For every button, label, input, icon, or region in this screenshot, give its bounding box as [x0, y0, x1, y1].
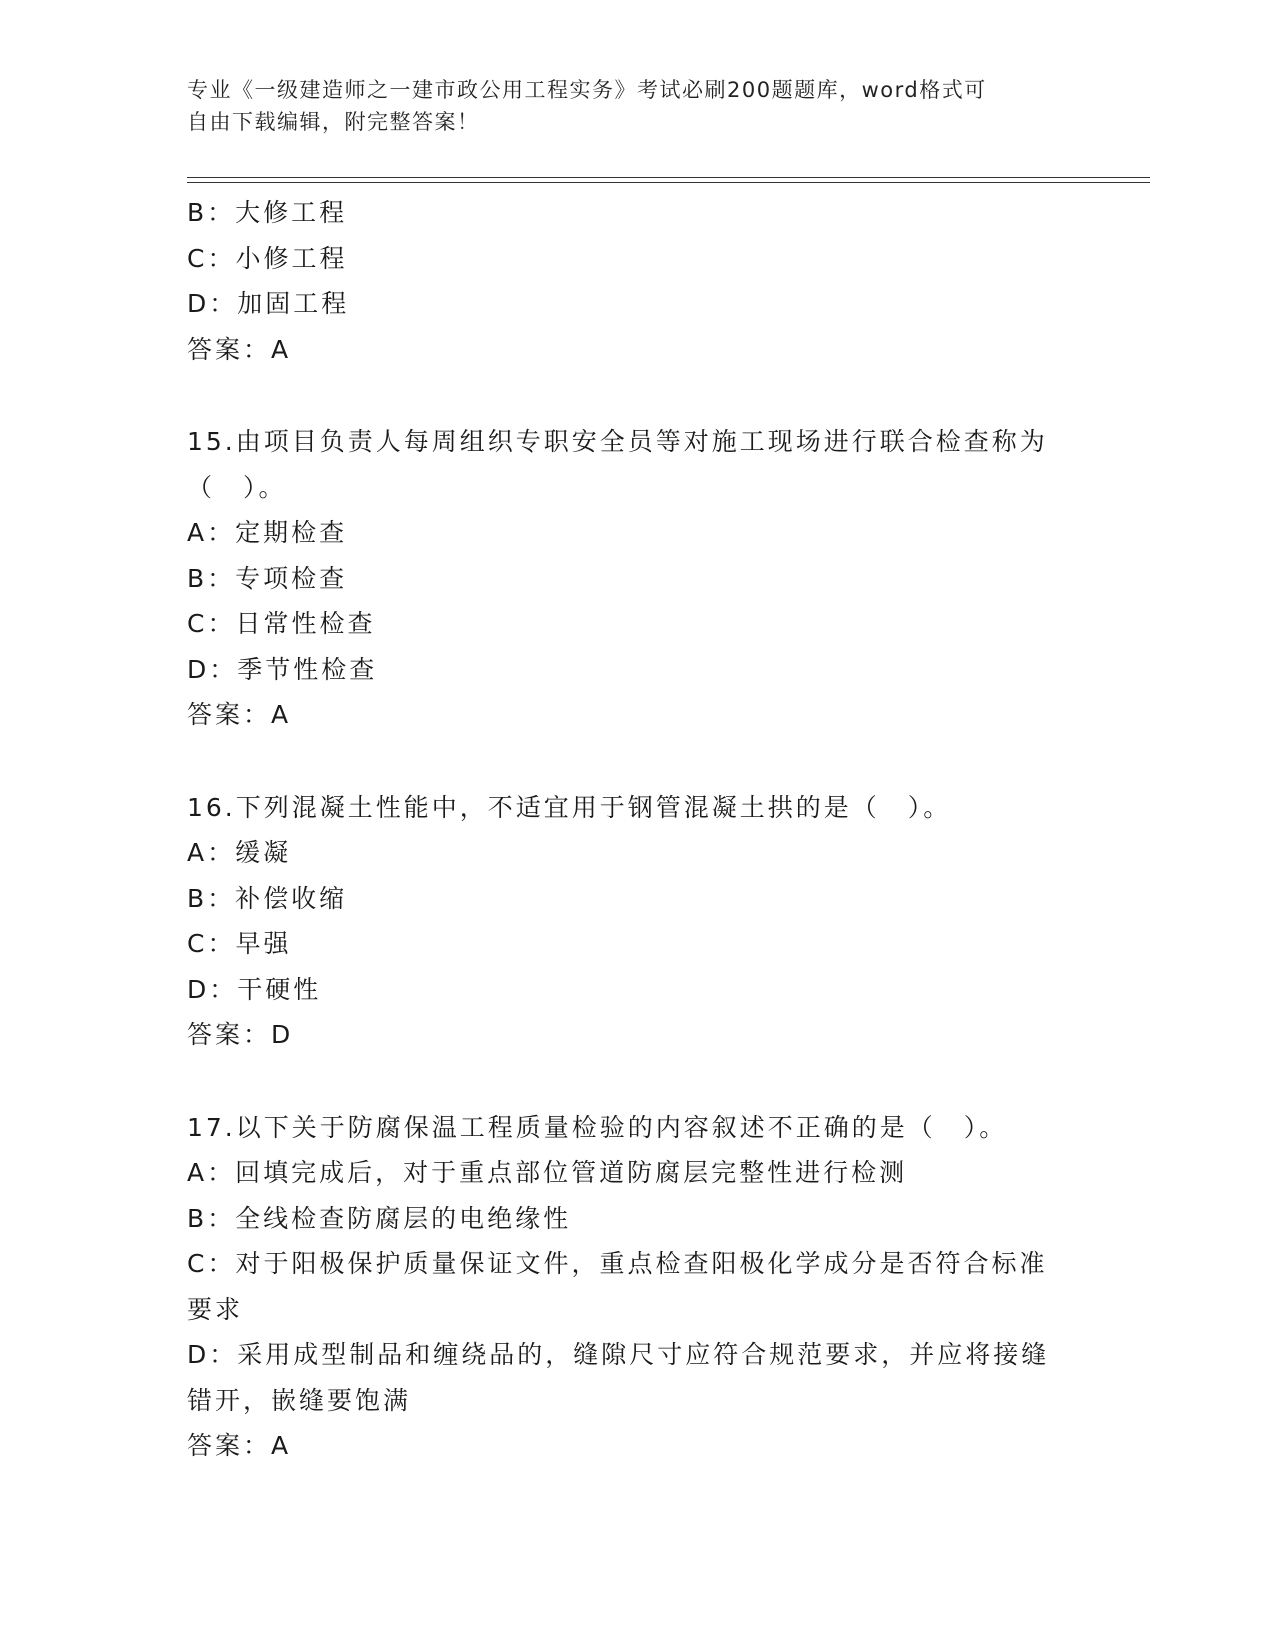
question-15-option-d: D：季节性检查: [187, 654, 378, 684]
question-17-option-c-line-1: C：对于阳极保护质量保证文件，重点检查阳极化学成分是否符合标准: [187, 1249, 1048, 1278]
question-17-option-a: A：回填完成后，对于重点部位管道防腐层完整性进行检测: [187, 1158, 908, 1187]
question-16-text-line-1: 16.下列混凝土性能中，不适宜用于钢管混凝土拱的是（ ）。: [187, 792, 952, 822]
question-17-option-d-line-1: D：采用成型制品和缠绕品的，缝隙尺寸应符合规范要求，并应将接缝: [187, 1340, 1050, 1369]
question-17-option-d-line-2: 错开，嵌缝要饱满: [187, 1385, 412, 1415]
question-16-option-d: D：干硬性: [187, 974, 322, 1004]
header-title-line-1: 专业《一级建造师之一建市政公用工程实务》考试必刷200题题库，word格式可: [187, 78, 987, 102]
question-16-block: [187, 785, 1087, 1058]
question-15-text-line-2: （ ）。: [187, 472, 287, 502]
question-16-answer: 答案：D: [187, 1020, 294, 1049]
question-17-option-c-line-2: 要求: [187, 1294, 244, 1324]
spacer: [187, 1058, 1087, 1105]
header-divider-bottom: [187, 182, 1150, 183]
question-14-option-d: D：加固工程: [187, 289, 350, 318]
question-17-option-b: B：全线检查防腐层的电绝缘性: [187, 1203, 572, 1233]
question-15-option-c: C：日常性检查: [187, 609, 376, 638]
question-16-option-a: A：缓凝: [187, 838, 292, 867]
question-15-option-a: A：定期检查: [187, 518, 348, 547]
question-16-option-b: B：补偿收缩: [187, 883, 348, 913]
header-title-line-2: 自由下载编辑，附完整答案！: [187, 110, 480, 134]
question-14-answer: 答案：A: [187, 334, 292, 364]
question-15-block: [187, 419, 1087, 738]
question-14-option-c: C：小修工程: [187, 243, 348, 273]
spacer: [187, 372, 1087, 419]
question-15-option-b: B：专项检查: [187, 563, 348, 593]
question-14-option-b: B：大修工程: [187, 198, 348, 227]
question-15-answer: 答案：A: [187, 700, 292, 729]
question-17-text-line-1: 17.以下关于防腐保温工程质量检验的内容叙述不正确的是（ ）。: [187, 1112, 1008, 1142]
question-15-text-line-1: 15.由项目负责人每周组织专职安全员等对施工现场进行联合检查称为: [187, 427, 1048, 456]
question-14-block: [187, 190, 1087, 372]
question-17-block: [187, 1105, 1087, 1469]
question-content: [187, 190, 1087, 1469]
question-17-answer: 答案：A: [187, 1431, 292, 1460]
question-16-option-c: C：早强: [187, 929, 292, 958]
header-divider-top: [187, 177, 1150, 178]
spacer: [187, 738, 1087, 785]
document-header: [187, 74, 1067, 138]
